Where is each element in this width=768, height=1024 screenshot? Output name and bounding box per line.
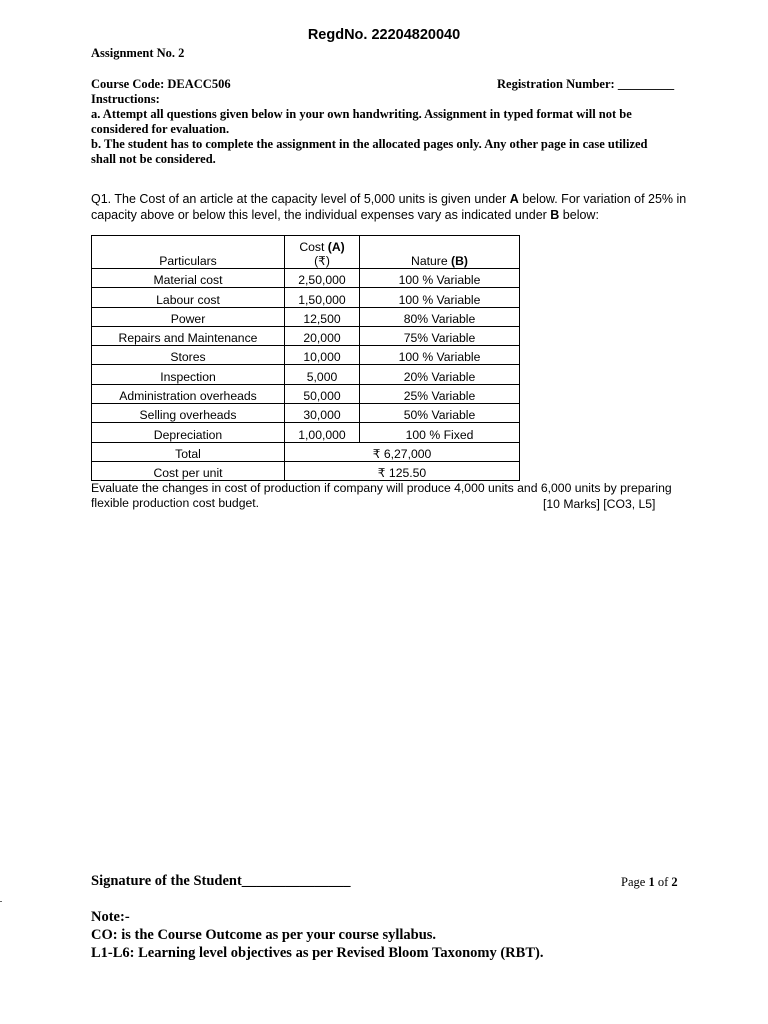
cell-particular: Power [92,307,285,326]
assignment-number: Assignment No. 2 [91,46,185,60]
note-block [91,908,543,962]
cost-table [91,235,520,481]
instructions-block [91,92,671,167]
cell-nature: 100 % Fixed [360,423,520,442]
cell-cost: 12,500 [285,307,360,326]
header-nature-letter: (B) [451,254,468,268]
table-row [92,326,520,345]
q1-text-part3: below: [559,208,599,222]
header-particulars: Particulars [92,236,285,269]
cell-nature: 100 % Variable [360,269,520,288]
table-row [92,346,520,365]
cell-cost: 30,000 [285,404,360,423]
cell-cost: 5,000 [285,365,360,384]
registration-number-field: Registration Number: _________ [497,77,675,91]
cell-nature: 80% Variable [360,307,520,326]
course-code: Course Code: DEACC506 [91,77,231,91]
cell-particular: Administration overheads [92,384,285,403]
cell-nature: 75% Variable [360,326,520,345]
registration-number-header: RegdNo. 22204820040 [307,27,461,43]
header-cost-letter: (A) [327,240,345,254]
cell-nature: 100 % Variable [360,288,520,307]
page-of: of [654,875,672,889]
total-row-label: Total [92,442,285,461]
q1-letter-b: B [550,208,560,222]
cell-particular: Stores [92,346,285,365]
cell-cost: 1,00,000 [285,423,360,442]
cell-nature: 25% Variable [360,384,520,403]
cell-nature: 100 % Variable [360,346,520,365]
cell-particular: Material cost [92,269,285,288]
note-heading: Note:- [91,909,130,925]
cell-cost: 10,000 [285,346,360,365]
total-row [92,442,520,461]
cell-cost: 2,50,000 [285,269,360,288]
instructions-heading: Instructions: [91,92,160,106]
cell-nature: 20% Variable [360,365,520,384]
student-signature-line: Signature of the Student_______________ [91,873,351,889]
q1-text-part1: Q1. The Cost of an article at the capacity level of 5,000 units is given under [91,192,510,206]
evaluate-instruction: Evaluate the changes in cost of production if company will produce 4,000 units and 6,000 units by preparing flexible production cost budget. [91,481,672,510]
table-row [92,365,520,384]
page-total: 2 [671,875,678,889]
table-row [92,288,520,307]
header-cost-unit: (₹) [314,254,330,268]
cost-per-unit-row-value: ₹ 125.50 [285,461,520,480]
cell-particular: Inspection [92,365,285,384]
table-row [92,404,520,423]
header-nature [360,236,520,269]
total-row-value: ₹ 6,27,000 [285,442,520,461]
cell-particular: Selling overheads [92,404,285,423]
page-prefix: Page [621,875,649,889]
cell-particular: Labour cost [92,288,285,307]
marks-label: [10 Marks] [CO3, L5] [543,497,656,511]
note-course-outcome: CO: is the Course Outcome as per your course syllabus. [91,927,437,943]
header-nature-label: Nature [411,254,452,268]
cost-per-unit-row [92,461,520,480]
note-learning-levels: L1-L6: Learning level objectives as per Revised Bloom Taxonomy (RBT). [91,945,544,961]
q1-letter-a: A [509,192,519,206]
margin-mark [0,901,2,902]
table-header-row [92,236,520,269]
table-row [92,384,520,403]
page-number: 1 [648,875,655,889]
instruction-a: a. Attempt all questions given below in your own handwriting. Assignment in typed format will not be considered for evaluation. [91,107,632,136]
table-row [92,307,520,326]
header-cost [285,236,360,269]
cell-nature: 50% Variable [360,404,520,423]
page-indicator [621,875,678,890]
cell-cost: 50,000 [285,384,360,403]
table-row [92,423,520,442]
cell-cost: 1,50,000 [285,288,360,307]
question-1-text [91,191,691,223]
cost-per-unit-row-label: Cost per unit [92,461,285,480]
cell-cost: 20,000 [285,326,360,345]
q1-text-part2: below. For variation of 25% in capacity above or below this level, the individual expenses vary as indicated under [91,192,687,222]
header-cost-label: Cost [299,240,328,254]
table-row [92,269,520,288]
cell-particular: Repairs and Maintenance [92,326,285,345]
instruction-b: b. The student has to complete the assignment in the allocated pages only. Any other page in case utilized shall not be considered. [91,137,648,166]
cell-particular: Depreciation [92,423,285,442]
